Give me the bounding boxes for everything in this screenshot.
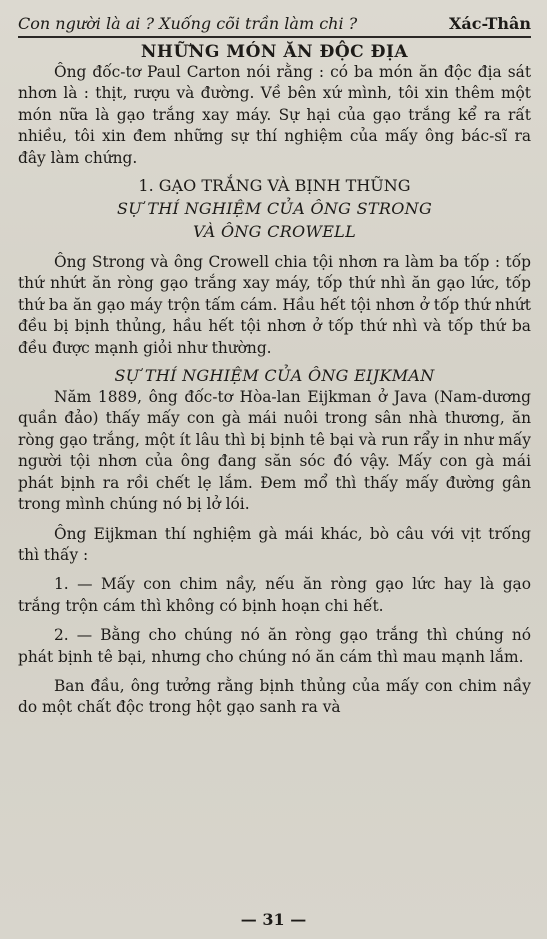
- list-item-2: 2. — Bằng cho chúng nó ăn ròng gạo trắng thì chúng nó phát bịnh tê bại, nhưng cho chúng nó ăn cám thì mau mạnh lắm.: [18, 626, 531, 666]
- subheading-strong-line1: SỰ THÍ NGHIỆM CỦA ÔNG STRONG: [116, 199, 433, 219]
- paragraph-eijkman: Năm 1889, ông đốc-tơ Hòa-lan Eijkman ở Java (Nam-dương quần đảo) thấy mấy con gà mái nuôi trong sân nhà thương, ăn ròng gạo trắng, một ít lâu thì bị bịnh tê bại và run rẩy in như mấy người tội nhơn của ông đang săn sóc đó vậy. Mấy con gà mái phát bịnh ra rồi chết lẹ lắm. Đem mổ thì thấy mấy đường gân trong mình chúng nó bị lở lói.: [18, 388, 531, 514]
- paragraph-experiment: Ông Eijkman thí nghiệm gà mái khác, bò câu với vịt trống thì thấy :: [18, 524, 531, 564]
- page-number: — 31 —: [240, 910, 307, 929]
- subheading-eijkman: SỰ THÍ NGHIỆM CỦA ÔNG EIJKMAN: [114, 366, 435, 386]
- chapter-title: NHỮNG MÓN ĂN ĐỘC ĐỊA: [140, 42, 409, 62]
- running-head-title: Con người là ai ? Xuống cõi trần làm chi ?: [18, 14, 358, 33]
- subheading-strong-line2: VÀ ÔNG CROWELL: [192, 222, 357, 242]
- paragraph-intro: Ông đốc-tơ Paul Carton nói rằng : có ba món ăn độc địa sát nhơn là : thịt, rượu và đường. Về bên xứ mình, tôi xin thêm một món nữa là gạo trắng xay máy. Sự hại của gạo trắng kể ra rất nhiều, tôi xin đem những sự thí nghiệm của mấy ông bác-sĩ ra đây làm chứng.: [18, 63, 531, 167]
- paragraph-closing: Ban đầu, ông tưởng rằng bịnh thủng của mấy con chim nầy do một chất độc trong hột gạo sanh ra và: [18, 676, 531, 717]
- section-heading: 1. GẠO TRẮNG VÀ BỊNH THŨNG: [138, 176, 411, 196]
- paragraph-strong: Ông Strong và ông Crowell chia tội nhơn ra làm ba tốp : tốp thứ nhứt ăn ròng gạo trắng xay máy, tốp thứ nhì ăn gạo lức, tốp thứ ba ăn gạo máy trộn tấm cám. Hầu hết tội nhơn ở tốp thứ nhứt đều bị bịnh thủng, hầu hết tội nhơn ở tốp thứ nhì và tốp thứ ba đều được mạnh giỏi như thường.: [18, 253, 531, 357]
- running-head: [18, 14, 531, 38]
- running-head-section: Xác-Thân: [448, 14, 531, 33]
- list-item-1: 1. — Mấy con chim nầy, nếu ăn ròng gạo lức hay là gạo trắng trộn cám thì không có bịnh hoạn chi hết.: [18, 575, 531, 615]
